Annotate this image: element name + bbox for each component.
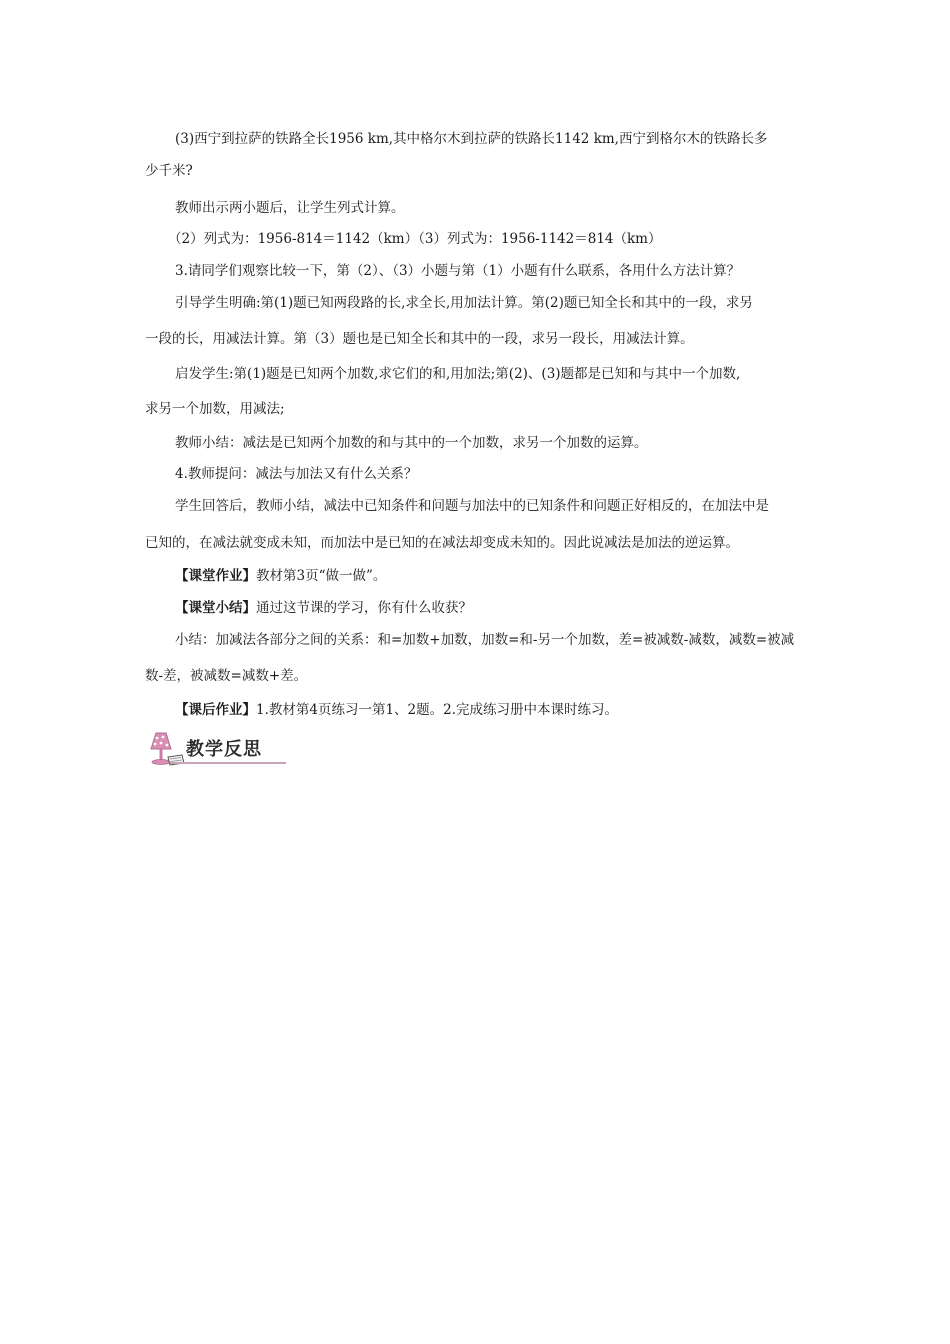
paragraph-line: 【课堂作业】教材第3页“做一做”。 [175, 568, 387, 584]
section-underline [170, 762, 286, 764]
paragraph-line: 已知的，在减法就变成未知，而加法中是已知的在减法却变成未知的。因此说减法是加法的逆运算。 [145, 535, 739, 551]
paragraph-line: 小结：加减法各部分之间的关系：和=加数+加数，加数=和-另一个加数，差=被减数-减数，减数=被减 [175, 632, 795, 648]
paragraph-line: 数-差，被减数=减数+差。 [145, 668, 308, 684]
teaching-reflection-heading [146, 729, 288, 769]
paragraph-line: 启发学生:第(1)题是已知两个加数,求它们的和,用加法;第(2)、(3)题都是已知和与其中一个加数, [175, 366, 741, 382]
paragraph-line: 引导学生明确:第(1)题已知两段路的长,求全长,用加法计算。第(2)题已知全长和其中的一段，求另 [175, 295, 753, 311]
paragraph-line: 求另一个加数，用减法; [145, 401, 285, 417]
paragraph-line: 教师出示两小题后，让学生列式计算。 [175, 200, 405, 216]
paragraph-line: 少千米? [145, 163, 193, 179]
paragraph-line: 【课后作业】1.教材第4页练习一第1、2题。2.完成练习册中本课时练习。 [175, 702, 619, 718]
paragraph-line: (3)西宁到拉萨的铁路全长1956 km,其中格尔木到拉萨的铁路长1142 km,西宁到格尔木的铁路长多 [175, 131, 768, 147]
paragraph-line: 3.请同学们观察比较一下，第（2）、（3）小题与第（1）小题有什么联系，各用什么方法计算？ [175, 263, 741, 279]
paragraph-line: 学生回答后，教师小结，减法中已知条件和问题与加法中的已知条件和问题正好相反的，在加法中是 [175, 498, 769, 514]
paragraph-line: 一段的长，用减法计算。第（3）题也是已知全长和其中的一段，求另一段长，用减法计算。 [145, 331, 694, 347]
section-title: 教学反思 [186, 739, 262, 760]
paragraph-line: 教师小结：减法是已知两个加数的和与其中的一个加数，求另一个加数的运算。 [175, 435, 648, 451]
paragraph-line: （2）列式为：1956-814＝1142（km）（3）列式为：1956-1142＝814（km） [168, 231, 662, 247]
paragraph-line: 【课堂小结】通过这节课的学习，你有什么收获？ [175, 600, 472, 616]
paragraph-line: 4.教师提问：减法与加法又有什么关系？ [175, 466, 418, 482]
